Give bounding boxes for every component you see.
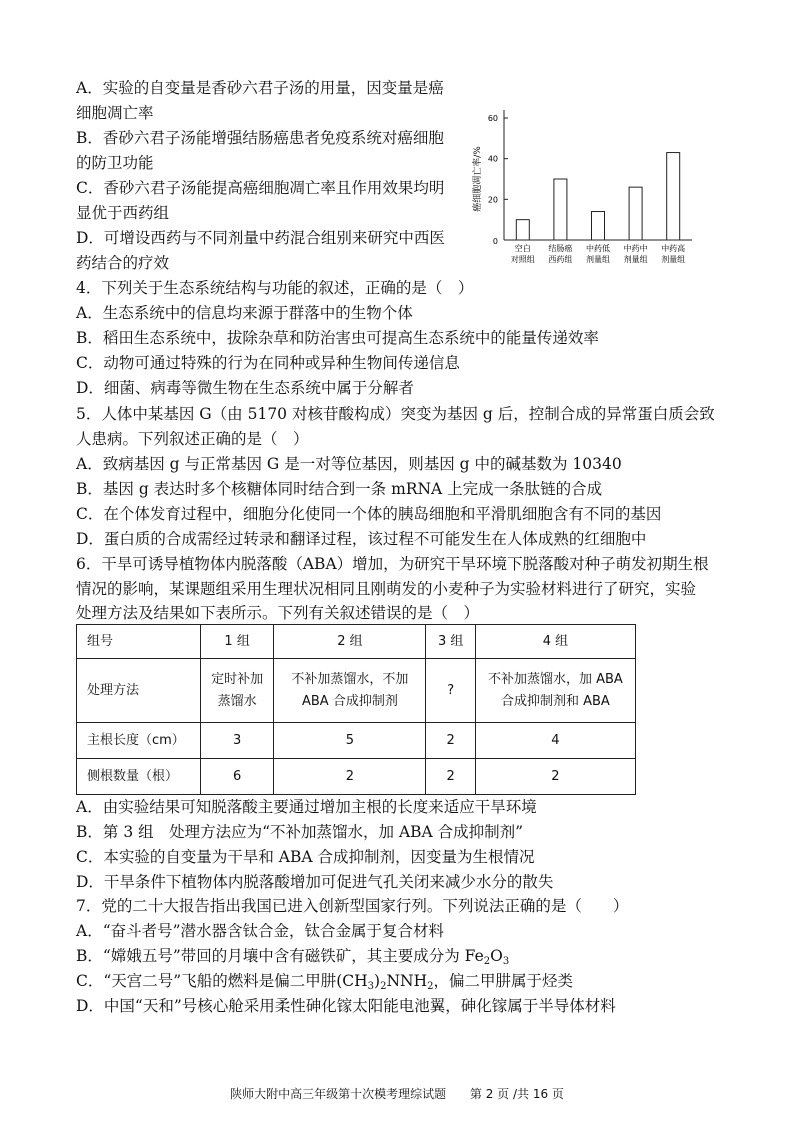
q4-option-a: A．生态系统中的信息均来源于群落中的生物个体: [76, 304, 413, 322]
bar: [629, 187, 642, 240]
q7-option-b: B．“嫦娥五号”带回的月壤中含有磁铁矿，其主要成分为 $Fe_2O_3$: [76, 947, 510, 967]
x-tick-label: 中药低: [586, 244, 610, 253]
q6-option-b: B．第 3 组 处理方法应为“不补加蒸馏水，加 ABA 合成抑制剂”: [76, 823, 524, 841]
lateral-root-label: 侧根数量（根）: [77, 759, 201, 795]
table-header-row: [77, 625, 636, 659]
q3-option-d-line2: 药结合的疗效: [76, 254, 170, 272]
q3-option-a-line1: A．实验的自变量是香砂六君子汤的用量，因变量是癌: [76, 79, 444, 97]
table-cell: 6: [200, 759, 274, 795]
q3-option-b-line1: B．香砂六君子汤能增强结肠癌患者免疫系统对癌细胞: [76, 129, 444, 147]
x-tick-label: 中药高: [661, 244, 686, 253]
x-tick-label: 结肠癌: [548, 244, 573, 253]
q3-option-c-line2: 显优于西药组: [76, 204, 170, 222]
q7-stem: 7．党的二十大报告指出我国已进入创新型国家行列。下列说法正确的是（ ）: [76, 897, 629, 915]
y-tick-label: 40: [487, 154, 498, 164]
q6-option-d: D．干旱条件下植物体内脱落酸增加可促进气孔关闭来减少水分的散失: [76, 873, 554, 891]
x-tick-label: 中药中: [623, 244, 648, 253]
q6-stem-line3: 处理方法及结果如下表所示。下列有关叙述错误的是（ ）: [76, 604, 480, 622]
q3-option-b-line2: 的防卫功能: [76, 154, 154, 172]
bar: [554, 179, 567, 240]
table-cell: 4: [475, 723, 635, 759]
table-header-cell: 1 组: [200, 625, 274, 659]
q3-option-c-line1: C．香砂六君子汤能提高癌细胞凋亡率且作用效果均明: [76, 179, 445, 197]
q5-stem-line2: 人患病。下列叙述正确的是（ ）: [76, 430, 309, 448]
x-tick-label: 对照组: [510, 255, 535, 264]
q3-option-a-line2: 细胞凋亡率: [76, 104, 154, 122]
footer-page-number: 第 2 页 /共 16 页: [469, 1087, 564, 1101]
table-cell: ?: [426, 659, 475, 723]
table-row-root: [77, 723, 636, 759]
page-footer: [0, 1085, 794, 1102]
q6-option-a: A．由实验结果可知脱落酸主要通过增加主根的长度来适应干旱环境: [76, 798, 537, 816]
table-cell: 3: [200, 723, 274, 759]
x-tick-label: 剂量组: [586, 255, 610, 264]
table-cell: 不补加蒸馏水，加 ABA 合成抑制剂和 ABA: [475, 659, 635, 723]
q5-stem-line1: 5．人体中某基因 G（由 5170 对核苷酸构成）突变为基因 g 后，控制合成的异常蛋白质会致: [76, 405, 715, 423]
table-cell: 2: [274, 759, 426, 795]
x-tick-label: 剂量组: [623, 255, 648, 264]
y-tick-label: 60: [487, 114, 498, 123]
table-header-cell: 4 组: [475, 625, 635, 659]
q7-option-c: C．“天宫二号”飞船的燃料是偏二甲肼$(CH_3)_2NNH_2$，偏二甲肼属于烃类: [76, 972, 573, 992]
x-tick-label: 剂量组: [661, 255, 686, 264]
experiment-table: [76, 624, 636, 795]
table-cell: 不补加蒸馏水，不加 ABA 合成抑制剂: [274, 659, 426, 723]
bar: [667, 153, 680, 240]
chart-labels: [471, 114, 685, 264]
q5-option-b: B．基因 g 表达时多个核糖体同时结合到一条 mRNA 上完成一条肽链的合成: [76, 480, 603, 498]
apoptosis-bar-chart: [470, 100, 700, 270]
table-cell: 2: [426, 759, 475, 795]
q6-stem-line1: 6．干旱可诱导植物体内脱落酸（ABA）增加，为研究干旱环境下脱落酸对种子萌发初期生根: [76, 555, 709, 573]
table-row-method: [77, 659, 636, 723]
chart-bars: [516, 153, 679, 240]
footer-school: 陕师大附中高三年级第十次模考理综试题: [230, 1087, 447, 1101]
q4-option-c: C．动物可通过特殊的行为在同种或异种生物间传递信息: [76, 354, 460, 372]
q4-option-b: B．稻田生态系统中，拔除杂草和防治害虫可提高生态系统中的能量传递效率: [76, 329, 599, 347]
table-header-cell: 2 组: [274, 625, 426, 659]
y-tick-label: 20: [487, 195, 498, 205]
root-length-label: 主根长度（cm）: [77, 723, 201, 759]
y-axis-label: 癌细胞凋亡率/%: [473, 146, 483, 212]
table-header-cell: 3 组: [426, 625, 475, 659]
q4-stem: 4．下列关于生态系统结构与功能的叙述，正确的是（ ）: [76, 279, 474, 297]
table-cell: 2: [426, 723, 475, 759]
q5-option-a: A．致病基因 g 与正常基因 G 是一对等位基因，则基因 g 中的碱基数为 10340: [76, 455, 622, 473]
q5-option-d: D．蛋白质的合成需经过转录和翻译过程，该过程不可能发生在人体成熟的红细胞中: [76, 530, 647, 548]
method-label: 处理方法: [77, 659, 201, 723]
q4-option-d: D．细菌、病毒等微生物在生态系统中属于分解者: [76, 379, 414, 397]
bar: [592, 212, 605, 240]
q3-option-d-line1: D．可增设西药与不同剂量中药混合组别来研究中西医: [76, 229, 445, 247]
x-tick-label: 西药组: [548, 255, 573, 264]
q6-stem-line2: 情况的影响，某课题组采用生理状况相同且刚萌发的小麦种子为实验材料进行了研究，实验: [76, 580, 697, 598]
table-header-cell: 组号: [77, 625, 201, 659]
table-row-lateral: [77, 759, 636, 795]
q6-option-c: C．本实验的自变量为干旱和 ABA 合成抑制剂，因变量为生根情况: [76, 848, 535, 866]
table-cell: 2: [475, 759, 635, 795]
q7-option-a: A．“奋斗者号”潜水器含钛合金，钛合金属于复合材料: [76, 922, 445, 940]
bar: [516, 220, 529, 240]
table-cell: 定时补加 蒸馏水: [200, 659, 274, 723]
y-tick-label: 0: [492, 237, 498, 246]
table-cell: 5: [274, 723, 426, 759]
q7-option-d: D．中国“天和”号核心舱采用柔性砷化镓太阳能电池翼，砷化镓属于半导体材料: [76, 997, 616, 1015]
q5-option-c: C．在个体发育过程中，细胞分化使同一个体的胰岛细胞和平滑肌细胞含有不同的基因: [76, 505, 662, 523]
x-tick-label: 空白: [514, 244, 531, 253]
